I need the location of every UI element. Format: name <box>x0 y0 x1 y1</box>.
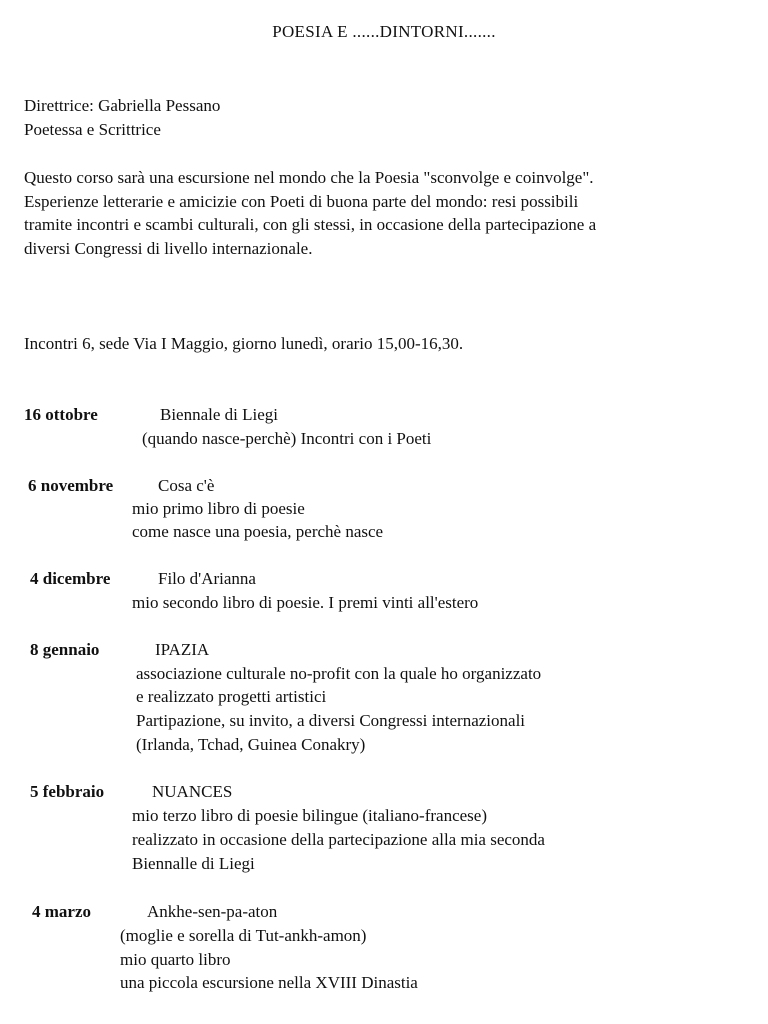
session-line: mio secondo libro di poesie. I premi vinti all'estero <box>132 593 479 612</box>
session-line: come nasce una poesia, perchè nasce <box>132 522 384 541</box>
session-line: mio quarto libro <box>120 950 231 969</box>
intro-line-3: tramite incontri e scambi culturali, con gli stessi, in occasione della partecipazione a <box>24 215 597 234</box>
session-date: 5 febbraio <box>30 782 105 801</box>
session-line: realizzato in occasione della partecipazione alla mia seconda <box>132 830 545 849</box>
session-line: Partipazione, su invito, a diversi Congressi internazionali <box>136 711 526 730</box>
session-title: IPAZIA <box>155 640 210 659</box>
intro-line-2: Esperienze letterarie e amicizie con Poeti di buona parte del mondo: resi possibili <box>24 192 579 211</box>
session-line: e realizzato progetti artistici <box>136 687 327 706</box>
director-role: Poetessa e Scrittrice <box>24 120 161 139</box>
session-line: una piccola escursione nella XVIII Dinastia <box>120 973 418 992</box>
session-line: (Irlanda, Tchad, Guinea Conakry) <box>136 735 366 754</box>
session-date: 4 marzo <box>32 902 92 921</box>
session-line: mio primo libro di poesie <box>132 499 305 518</box>
director-name: Direttrice: Gabriella Pessano <box>24 96 221 115</box>
session-title: Filo d'Arianna <box>158 569 256 588</box>
course-info: Incontri 6, sede Via I Maggio, giorno lunedì, orario 15,00-16,30. <box>24 334 464 353</box>
page-title: POESIA E ......DINTORNI....... <box>272 22 496 41</box>
session-title: Ankhe-sen-pa-aton <box>147 902 278 921</box>
session-line: associazione culturale no-profit con la quale ho organizzato <box>136 664 542 683</box>
session-date: 4 dicembre <box>30 569 111 588</box>
session-line: mio terzo libro di poesie bilingue (italiano-francese) <box>132 806 487 825</box>
session-date: 8 gennaio <box>30 640 100 659</box>
session-title: Biennale di Liegi <box>160 405 279 424</box>
session-title: Cosa c'è <box>158 476 215 495</box>
session-title: NUANCES <box>152 782 233 801</box>
session-date: 16 ottobre <box>24 405 98 424</box>
intro-line-1: Questo corso sarà una escursione nel mondo che la Poesia "sconvolge e coinvolge". <box>24 168 594 187</box>
session-line: (moglie e sorella di Tut-ankh-amon) <box>120 926 367 945</box>
intro-line-4: diversi Congressi di livello internazionale. <box>24 239 313 258</box>
session-date: 6 novembre <box>28 476 114 495</box>
session-line: Biennalle di Liegi <box>132 854 255 873</box>
session-line: (quando nasce-perchè) Incontri con i Poeti <box>142 429 432 448</box>
